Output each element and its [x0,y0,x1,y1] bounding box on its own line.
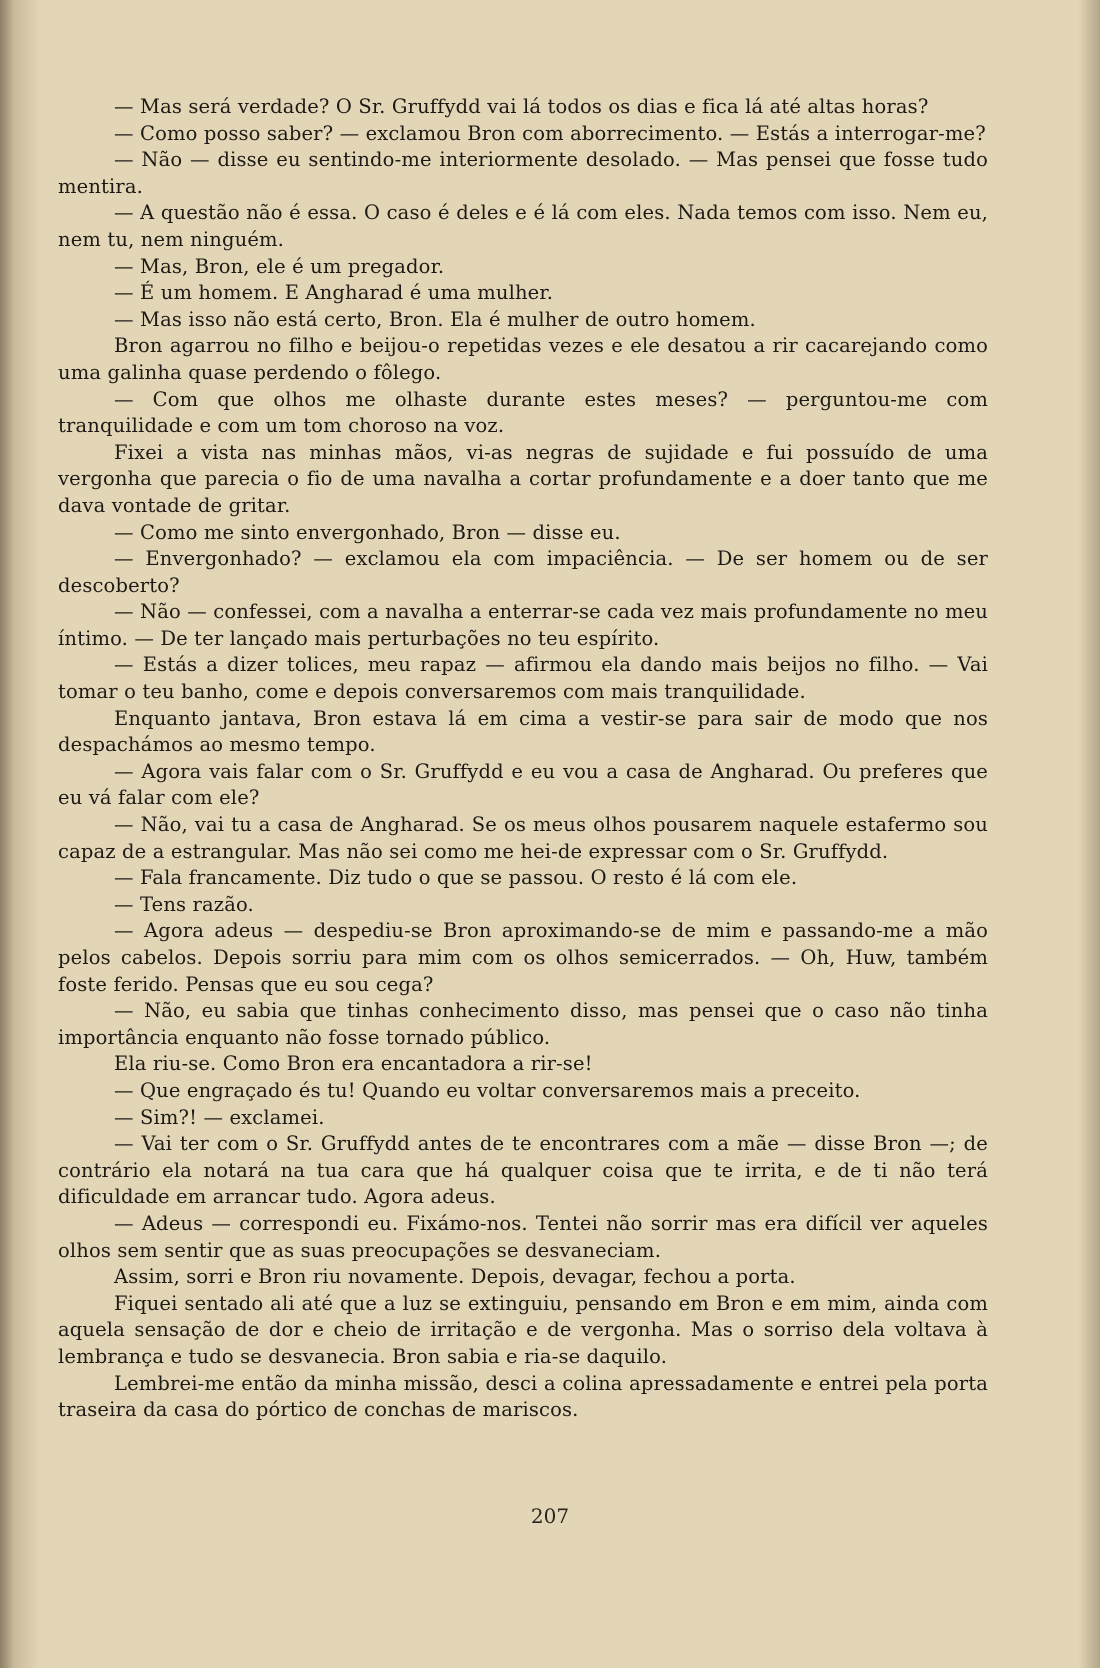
paragraph: Lembrei-me então da minha missão, desci a colina apressadamente e entrei pela porta traseira da casa do pórtico de conchas de mariscos. [58,1371,988,1422]
paragraph: — Envergonhado? — exclamou ela com impaciência. — De ser homem ou de ser descoberto? [58,547,988,597]
paragraph: — É um homem. E Angharad é uma mulher. [114,281,554,305]
paragraph: — Agora adeus — despediu-se Bron aproximando-se de mim e passando-me a mão pelos cabelos. Depois sorriu para mim com os olhos semicerrados. — Oh, Huw, também foste ferido. Pensas que eu sou cega? [58,919,988,996]
paragraph: — Não — confessei, com a navalha a enterrar-se cada vez mais profundamente no meu íntimo. — De ter lançado mais perturbações no teu espírito. [58,600,988,650]
paragraph: — Mas isso não está certo, Bron. Ela é mulher de outro homem. [114,307,756,331]
paragraph: — Tens razão. [114,892,254,916]
paragraph: — Não — disse eu sentindo-me interiormente desolado. — Mas pensei que fosse tudo mentira. [58,148,988,198]
paragraph: — Não, vai tu a casa de Angharad. Se os meus olhos pousarem naquele estafermo sou capaz de a estrangular. Mas não sei como me hei-de expressar com o Sr. Gruffydd. [58,813,988,863]
paragraph: — Com que olhos me olhaste durante estes meses? — perguntou-me com tranquilidade e com um tom choroso na voz. [58,387,988,438]
paragraph: Fixei a vista nas minhas mãos, vi-as negras de sujidade e fui possuído de uma vergonha que parecia o fio de uma navalha a cortar profundamente e a doer tanto que me dava vontade de gritar. [58,440,988,517]
paragraph: — Mas será verdade? O Sr. Gruffydd vai lá todos os dias e fica lá até altas horas? [114,95,929,118]
paragraph: Fiquei sentado ali até que a luz se extinguiu, pensando em Bron e em mim, ainda com aquela sensação de dor e cheio de irritação e de vergonha. Mas o sorriso dela voltava à lembrança e tudo se desvanecia. Bron sabia e ria-se daquilo. [58,1291,988,1368]
paragraph: — Vai ter com o Sr. Gruffydd antes de te encontrares com a mãe — disse Bron —; de contrário ela notará na tua cara que há qualquer coisa que te irrita, e de ti não terá dificuldade em arrancar tudo. Agora adeus. [58,1132,988,1209]
paragraph: — Agora vais falar com o Sr. Gruffydd e eu vou a casa de Angharad. Ou preferes que eu vá falar com ele? [58,759,988,810]
paragraph: Ela riu-se. Como Bron era encantadora a rir-se! [114,1052,593,1076]
paragraph: — Que engraçado és tu! Quando eu voltar conversaremos mais a preceito. [114,1078,861,1102]
paragraph: Assim, sorri e Bron riu novamente. Depois, devagar, fechou a porta. [114,1265,796,1289]
paragraph: — Adeus — correspondi eu. Fixámo-nos. Tentei não sorrir mas era difícil ver aqueles olhos sem sentir que as suas preocupações se desvaneciam. [58,1211,988,1262]
paragraph: Bron agarrou no filho e beijou-o repetidas vezes e ele desatou a rir cacarejando como uma galinha quase perdendo o fôlego. [58,334,988,384]
paragraph: — Como me sinto envergonhado, Bron — disse eu. [114,520,621,544]
paragraph: Enquanto jantava, Bron estava lá em cima a vestir-se para sair de modo que nos despachámos ao mesmo tempo. [58,706,988,757]
page-number: 207 [530,1504,570,1528]
paragraph: — Sim?! — exclamei. [114,1105,325,1129]
paragraph: — Fala francamente. Diz tudo o que se passou. O resto é lá com ele. [114,866,798,890]
paragraph: — Estás a dizer tolices, meu rapaz — afirmou ela dando mais beijos no filho. — Vai tomar o teu banho, come e depois conversaremos com mais tranquilidade. [58,653,988,704]
paragraph: — Mas, Bron, ele é um pregador. [114,254,445,278]
paragraph: — A questão não é essa. O caso é deles e é lá com eles. Nada temos com isso. Nem eu, nem tu, nem ninguém. [58,201,988,251]
paragraph: — Não, eu sabia que tinhas conhecimento disso, mas pensei que o caso não tinha importância enquanto não fosse tornado público. [58,999,988,1049]
paragraph: — Como posso saber? — exclamou Bron com aborrecimento. — Estás a interrogar-me? [114,121,986,145]
page-body-text [58,94,988,1424]
